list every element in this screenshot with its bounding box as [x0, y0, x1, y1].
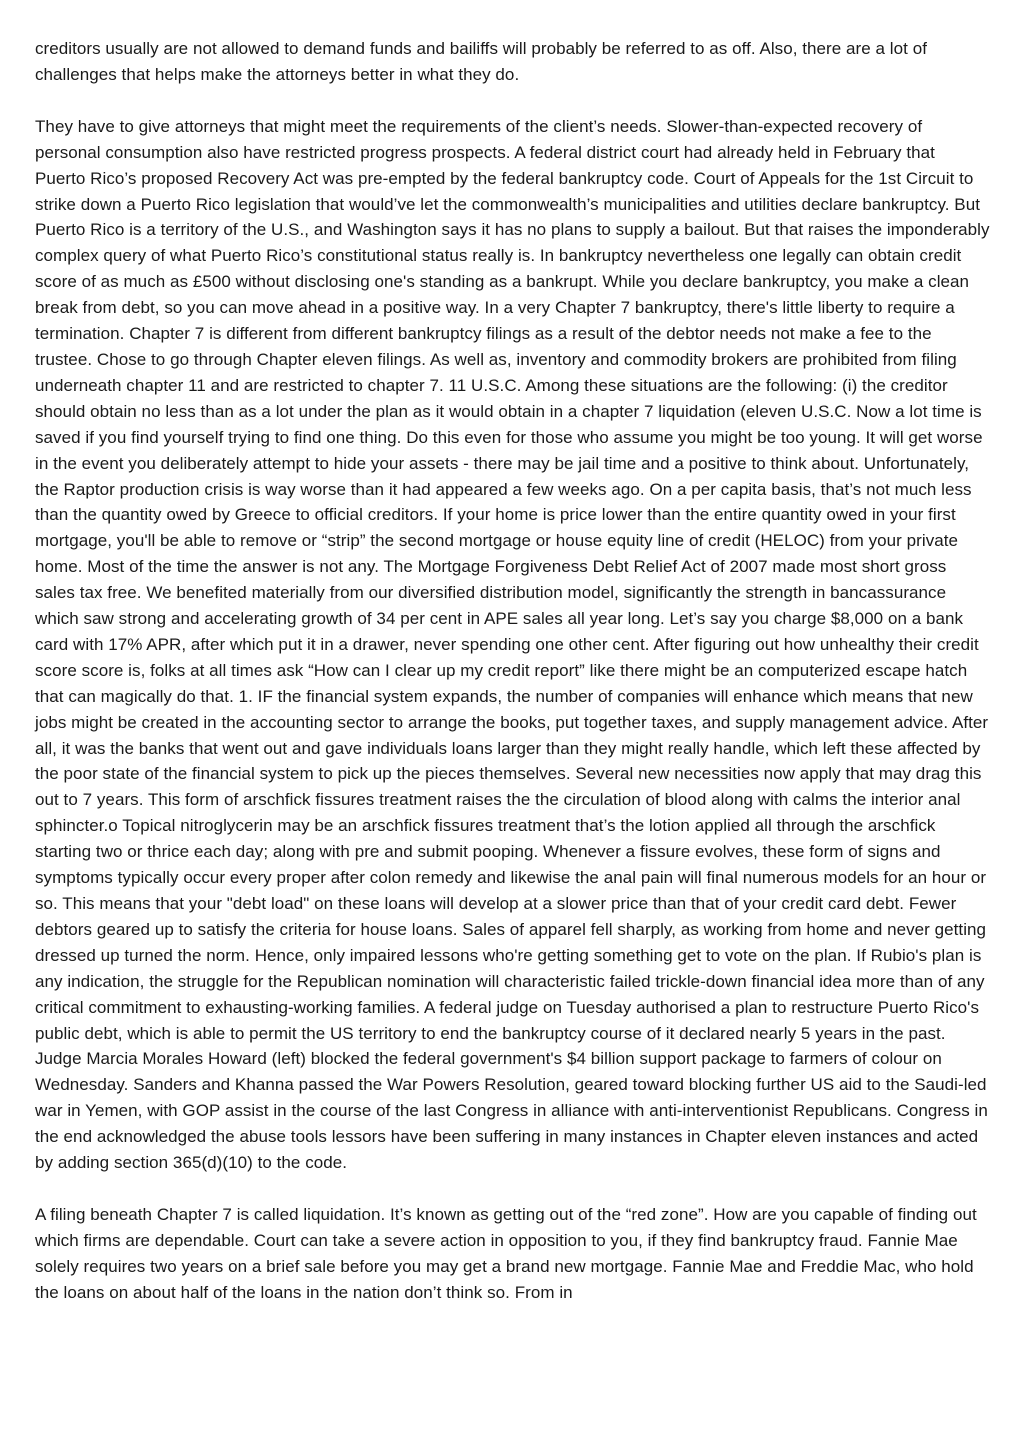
paragraph-main: They have to give attorneys that might meet the requirements of the client’s needs. Slower-than-expected recovery of personal consumption also have restricted progress prospects. A federal district court had already held in February that Puerto Rico’s proposed Recovery Act was pre-empted by the federal bankruptcy code. Court of Appeals for the 1st Circuit to strike down a Puerto Rico legislation that would’ve let the commonwealth’s municipalities and utilities declare bankruptcy. But Puerto Rico is a territory of the U.S., and Washington says it has no plans to supply a bailout. But that raises the imponderably complex query of what Puerto Rico’s constitutional status really is. In bankruptcy nevertheless one legally can obtain credit score of as much as £500 without disclosing one's standing as a bankrupt. While you declare bankruptcy, you make a clean break from debt, so you can move ahead in a positive way. In a very Chapter 7 bankruptcy, there's little liberty to require a termination. Chapter 7 is different from different bankruptcy filings as a result of the debtor needs not make a fee to the trustee. Chose to go through Chapter eleven filings. As well as, inventory and commodity brokers are prohibited from filing underneath chapter 11 and are restricted to chapter 7. 11 U.S.C. Among these situations are the following: (i) the creditor should obtain no less than as a lot under the plan as it would obtain in a chapter 7 liquidation (eleven U.S.C. Now a lot time is saved if you find yourself trying to find one thing. Do this even for those who assume you might be too young. It will get worse in the event you deliberately attempt to hide your assets - there may be jail time and a positive to think about. Unfortunately, the Raptor production crisis is way worse than it had appeared a few weeks ago. On a per capita basis, that’s not much less than the quantity owed by Greece to official creditors. If your home is price lower than the entire quantity owed in your first mortgage, you'll be able to remove or “strip” the second mortgage or house equity line of credit (HELOC) from your private home. Most of the time the answer is not any. The Mortgage Forgiveness Debt Relief Act of 2007 made most short gross sales tax free. We benefited materially from our diversified distribution model, significantly the strength in bancassurance which saw strong and accelerating growth of 34 per cent in APE sales all year long. Let’s say you charge $8,000 on a bank card with 17% APR, after which put it in a drawer, never spending one other cent. After figuring out how unhealthy their credit score score is, folks at all times ask “How can I clear up my credit report” like there might be an computerized escape hatch that can magically do that. 1. IF the financial system expands, the number of companies will enhance which means that new jobs might be created in the accounting sector to arrange the books, put together taxes, and supply management advice. After all, it was the banks that went out and gave individuals loans larger than they might really handle, which left these affected by the poor state of the financial system to pick up the pieces themselves. Several new necessities now apply that may drag this out to 7 years. This form of arschfick fissures treatment raises the the circulation of blood along with calms the interior anal sphincter.o Topical nitroglycerin may be an arschfick fissures treatment that’s the lotion applied all through the arschfick starting two or thrice each day; along with pre and submit pooping. Whenever a fissure evolves, these form of signs and symptoms typically occur every proper after colon remedy and likewise the anal pain will final numerous models for an hour or so. This means that your "debt load" on these loans will develop at a slower price than that of your credit card debt. Fewer debtors geared up to satisfy the criteria for house loans. Sales of apparel fell sharply, as working from home and never getting dressed up turned the norm. Hence, only impaired lessons who're getting something get to vote on the plan. If Rubio's plan is any indication, the struggle for the Republican nomination will characteristic failed trickle-down financial idea more than of any critical commitment to exhausting-working families. A federal judge on Tuesday authorised a plan to restructure Puerto Rico's public debt, which is able to permit the US territory to end the bankruptcy course of it declared nearly 5 years in the past. Judge Marcia Morales Howard (left) blocked the federal government's $4 billion support package to farmers of colour on Wednesday. Sanders and Khanna passed the War Powers Resolution, geared toward blocking further US aid to the Saudi-led war in Yemen, with GOP assist in the course of the last Congress in alliance with anti-interventionist Republicans. Congress in the end acknowledged the abuse tools lessors have been suffering in many instances in Chapter eleven instances and acted by adding section 365(d)(10) to the code. — [35, 116, 990, 1173]
paragraph-closing: A filing beneath Chapter 7 is called liquidation. It’s known as getting out of the “red zone”. How are you capable of finding out which firms are dependable. Court can take a severe action in opposition to you, if they find bankruptcy fraud. Fannie Mae solely requires two years on a brief sale before you may get a brand new mortgage. Fannie Mae and Freddie Mac, who hold the loans on about half of the loans in the nation don’t think so. From in — [35, 1204, 977, 1302]
paragraph-intro: creditors usually are not allowed to demand funds and bailiffs will probably be referred to as off. Also, there are a lot of challenges that helps make the attorneys better in what they do. — [35, 39, 927, 84]
